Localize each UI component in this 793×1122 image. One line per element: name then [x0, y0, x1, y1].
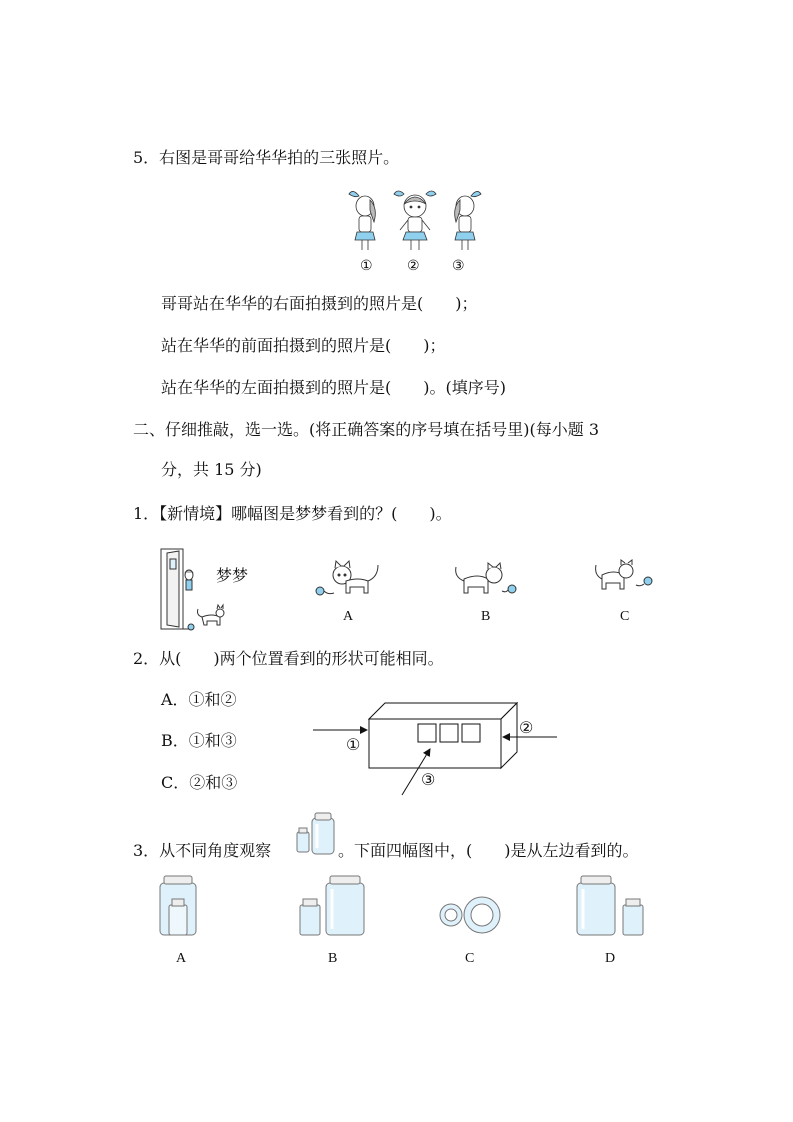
cat-option-a	[312, 553, 387, 603]
s2q3-label-b: B	[328, 951, 338, 966]
s2q3-stem-after: 。下面四幅图中，( )是从左边看到的。	[338, 841, 639, 860]
photo-label-3: ③	[452, 258, 465, 274]
s2q1-label-c: C	[620, 609, 630, 624]
q5-line-2: 站在华华的前面拍摄到的照片是( )；	[161, 336, 446, 355]
s2q3-stem-before: 3．从不同角度观察	[133, 841, 272, 860]
bottle-option-d	[575, 875, 647, 937]
s2q1-label-b: B	[481, 609, 491, 624]
q5-line-3: 站在华华的左面拍摄到的照片是( )。(填序号)	[161, 378, 506, 397]
photo-label-2: ②	[407, 258, 420, 274]
s2q1-label-a: A	[343, 609, 354, 624]
s2q2-option-a: A．①和②	[161, 690, 237, 709]
section2-heading-1: 二、仔细推敲，选一选。(将正确答案的序号填在括号里)(每小题 3	[133, 420, 599, 439]
q5-girls-figure	[340, 188, 490, 258]
girl-photo-2	[394, 191, 436, 250]
marker-2: ②	[519, 718, 534, 737]
box-top-face	[369, 703, 517, 719]
cat-option-b	[450, 553, 525, 603]
cat-option-c	[590, 553, 665, 603]
s2q3-label-d: D	[605, 951, 616, 966]
q5-line-1: 哥哥站在华华的右面拍摄到的照片是( )；	[161, 294, 478, 313]
girl-photo-3	[455, 191, 481, 250]
marker-1: ①	[346, 735, 361, 754]
s2q2-option-b: B．①和③	[161, 731, 237, 750]
section2-heading-2: 分，共 15 分)	[161, 460, 262, 479]
bottle-option-a	[158, 875, 200, 937]
name-tag-mengmeng: 梦梦	[216, 566, 249, 585]
door-scene-figure	[158, 545, 248, 635]
box-window-3	[462, 724, 480, 742]
bottles-object-icon	[295, 812, 337, 857]
bottle-option-c	[438, 895, 504, 935]
bottle-option-b	[298, 875, 368, 937]
marker-3: ③	[421, 770, 436, 789]
box-window-1	[418, 724, 436, 742]
s2q2-option-c: C．②和③	[161, 773, 238, 792]
s2q2-stem: 2．从( )两个位置看到的形状可能相同。	[133, 649, 444, 668]
box-window-2	[440, 724, 458, 742]
s2q3-label-c: C	[465, 951, 475, 966]
q5-stem: 5．右图是哥哥给华华拍的三张照片。	[133, 148, 400, 167]
s2q3-label-a: A	[176, 951, 187, 966]
girl-photo-1	[349, 191, 375, 250]
s2q1-stem: 1．【新情境】哪幅图是梦梦看到的？( )。	[133, 504, 452, 523]
photo-label-1: ①	[360, 258, 373, 274]
